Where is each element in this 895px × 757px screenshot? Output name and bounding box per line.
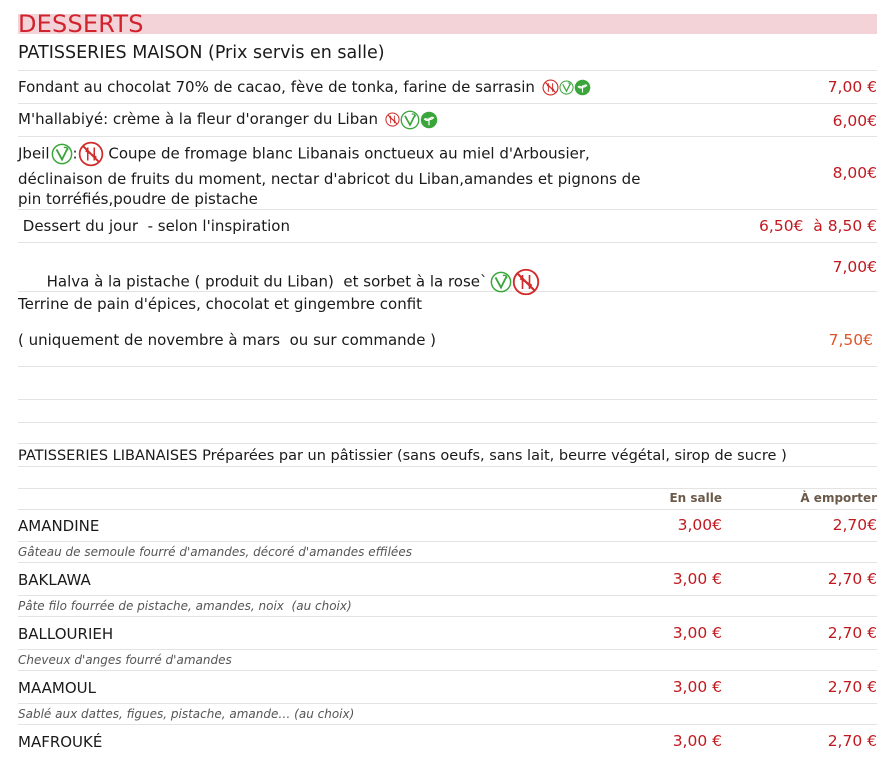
price-emporter: 2,70 €	[827, 678, 877, 696]
page-title: DESSERTS	[18, 10, 144, 38]
menu-item-label-line2: ( uniquement de novembre à mars ou sur commande )	[18, 331, 437, 349]
menu-item-row	[18, 104, 877, 137]
vegan-v-icon	[490, 271, 512, 293]
plant-leaf-icon	[574, 79, 591, 96]
price-salle: 3,00 €	[672, 732, 722, 750]
menu-item-row	[18, 71, 877, 104]
empty-row	[18, 367, 877, 400]
gluten-free-icon	[385, 112, 400, 127]
pastry-name: MAAMOUL	[18, 679, 96, 697]
price-salle: 3,00 €	[672, 570, 722, 588]
pastry-description: Pâte filo fourrée de pistache, amandes, noix (au choix)	[18, 599, 352, 613]
section-heading: PATISSERIES MAISON (Prix servis en salle)	[18, 43, 385, 63]
menu-item-price: 6,00€	[832, 112, 877, 130]
section-heading: PATISSERIES LIBANAISES Préparées par un pâtissier (sans oeufs, sans lait, beurre végétal, sirop de sucre )	[18, 448, 787, 464]
table-row	[18, 509, 877, 542]
pastry-name: MAFROUKÉ	[18, 733, 103, 751]
table-row	[18, 563, 877, 596]
menu-item-label-line2: déclinaison de fruits du moment, nectar d'abricot du Liban,amandes et pignons de	[18, 170, 641, 188]
menu-item-label-line3: pin torréfiés,poudre de pistache	[18, 190, 258, 208]
pastry-description: Gâteau de semoule fourré d'amandes, décoré d'amandes effilées	[18, 545, 412, 559]
menu-item-price: 7,50€	[828, 331, 873, 349]
vegan-v-icon	[400, 110, 420, 130]
menu-item-label: M'hallabiyé: crème à la fleur d'oranger du Liban	[18, 110, 378, 128]
price-emporter: 2,70 €	[827, 624, 877, 642]
section-heading-row	[18, 443, 877, 467]
vegan-v-icon	[51, 143, 73, 165]
menu-item-label-line1: Terrine de pain d'épices, chocolat et gingembre confit	[18, 295, 423, 313]
menu-item-price: 7,00 €	[827, 78, 877, 96]
table-row	[18, 671, 877, 704]
table-row	[18, 725, 877, 757]
price-salle: 3,00 €	[672, 678, 722, 696]
description-row	[18, 596, 877, 617]
column-header-emporter: À emporter	[800, 491, 877, 505]
description-row	[18, 650, 877, 671]
pastry-description: Cheveux d'anges fourré d'amandes	[18, 653, 232, 667]
pastry-name: AMANDINE	[18, 517, 100, 535]
pastry-name: BALLOURIEH	[18, 625, 114, 643]
price-salle: 3,00 €	[672, 624, 722, 642]
menu-item-label: Halva à la pistache ( produit du Liban) et sorbet à la rose`	[46, 272, 488, 291]
empty-row	[18, 400, 877, 423]
menu-item-name	[18, 141, 590, 167]
title-bar	[18, 14, 877, 34]
column-header-row	[18, 488, 877, 510]
menu-item-row	[18, 243, 877, 292]
gluten-free-icon	[78, 141, 104, 167]
description-row	[18, 542, 877, 563]
menu-item-label: Jbeil	[18, 144, 50, 163]
menu-item-row	[18, 292, 877, 367]
menu-item-name: Dessert du jour - selon l'inspiration	[18, 217, 290, 235]
gluten-free-icon	[542, 79, 559, 96]
price-salle: 3,00€	[677, 516, 722, 534]
menu-item-label-line1: Coupe de fromage blanc Libanais onctueux au miel d'Arbousier,	[103, 144, 590, 163]
menu-item-name	[18, 77, 591, 97]
column-header-salle: En salle	[669, 491, 722, 505]
menu-item-name	[18, 109, 438, 130]
menu-item-price: 6,50€ à 8,50 €	[759, 217, 877, 235]
price-emporter: 2,70€	[832, 516, 877, 534]
section-heading-row	[18, 36, 877, 71]
menu-item-price: 7,00€	[832, 258, 877, 276]
menu-item-price: 8,00€	[832, 164, 877, 182]
description-row	[18, 704, 877, 725]
plant-leaf-icon	[420, 111, 438, 129]
pastry-description: Sablé aux dattes, figues, pistache, amande… (au choix)	[18, 707, 355, 721]
price-emporter: 2,70 €	[827, 732, 877, 750]
separator: :	[72, 144, 78, 163]
menu-item-row	[18, 210, 877, 243]
menu-item-label: Fondant au chocolat 70% de cacao, fève de tonka, farine de sarrasin	[18, 78, 535, 96]
pastry-name: BAKLAWA	[18, 571, 91, 589]
table-row	[18, 617, 877, 650]
menu-item-row	[18, 137, 877, 210]
vegan-v-icon	[559, 80, 574, 95]
price-emporter: 2,70 €	[827, 570, 877, 588]
